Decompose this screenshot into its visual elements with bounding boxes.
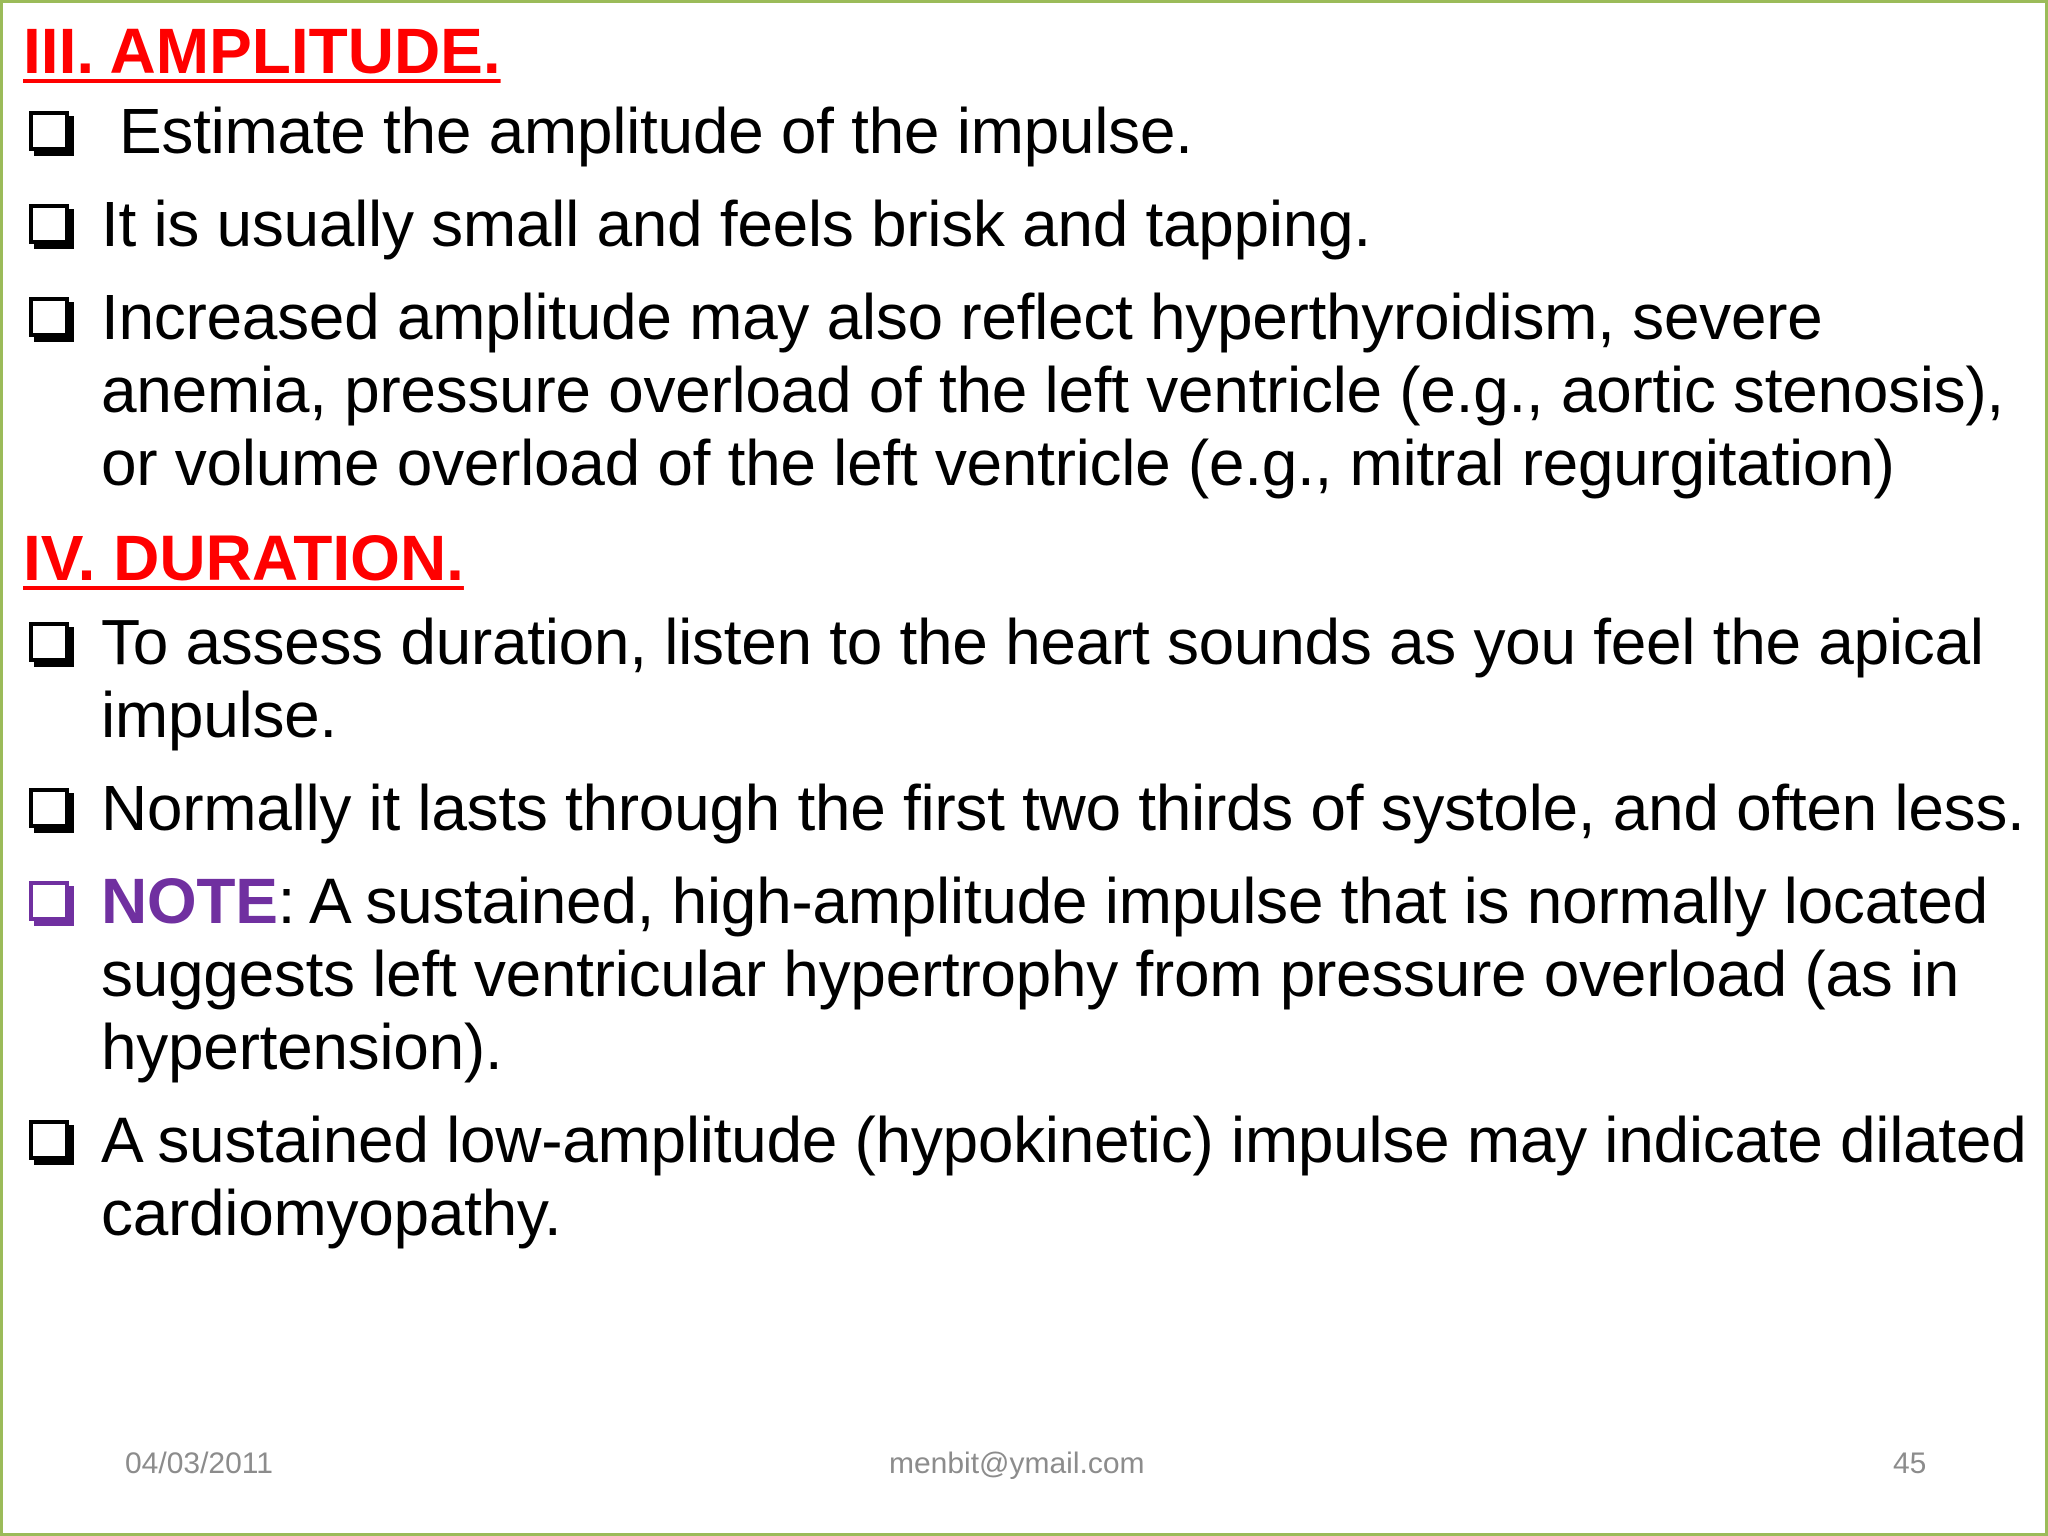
list-item [23,772,2033,845]
list-item-text: It is usually small and feels brisk and tapping. [101,188,1371,260]
checkbox-bullet-icon [29,622,69,662]
list-item [23,281,2033,500]
note-label: NOTE [101,865,278,937]
list-item [23,606,2033,752]
list-item [23,188,2033,261]
slide-content [23,13,2033,1270]
footer-page-number: 45 [1893,1447,1927,1480]
list-item [23,1104,2033,1250]
list-item-text: A sustained low-amplitude (hypokinetic) impulse may indicate dilated cardiomyopathy. [101,1104,2027,1249]
checkbox-bullet-icon [29,1120,69,1160]
list-item [23,95,2033,168]
footer-email: menbit@ymail.com [889,1447,1145,1480]
checkbox-bullet-icon [29,788,69,828]
list-item-text: Normally it lasts through the first two thirds of systole, and often less. [101,772,2025,844]
list-item-text: Estimate the amplitude of the impulse. [119,95,1193,167]
checkbox-bullet-icon [29,204,69,244]
note-text: : A sustained, high-amplitude impulse that is normally located suggests left ventricular hypertrophy from pressure overload (as in hypertension). [101,865,1988,1083]
note-item [23,865,2033,1084]
checkbox-bullet-icon [29,297,69,337]
checkbox-bullet-icon [29,111,69,151]
footer-date: 04/03/2011 [125,1447,273,1480]
heading-amplitude: III. AMPLITUDE. [23,15,501,87]
heading-duration: IV. DURATION. [23,522,464,594]
list-item-text: To assess duration, listen to the heart sounds as you feel the apical impulse. [101,606,1984,751]
list-item-text: Increased amplitude may also reflect hyperthyroidism, severe anemia, pressure overload of the left ventricle (e.g., aortic stenosis), or volume overload of the left ventricle (e.g., mitral regurgitation) [101,281,2004,499]
checkbox-bullet-icon [29,881,69,921]
